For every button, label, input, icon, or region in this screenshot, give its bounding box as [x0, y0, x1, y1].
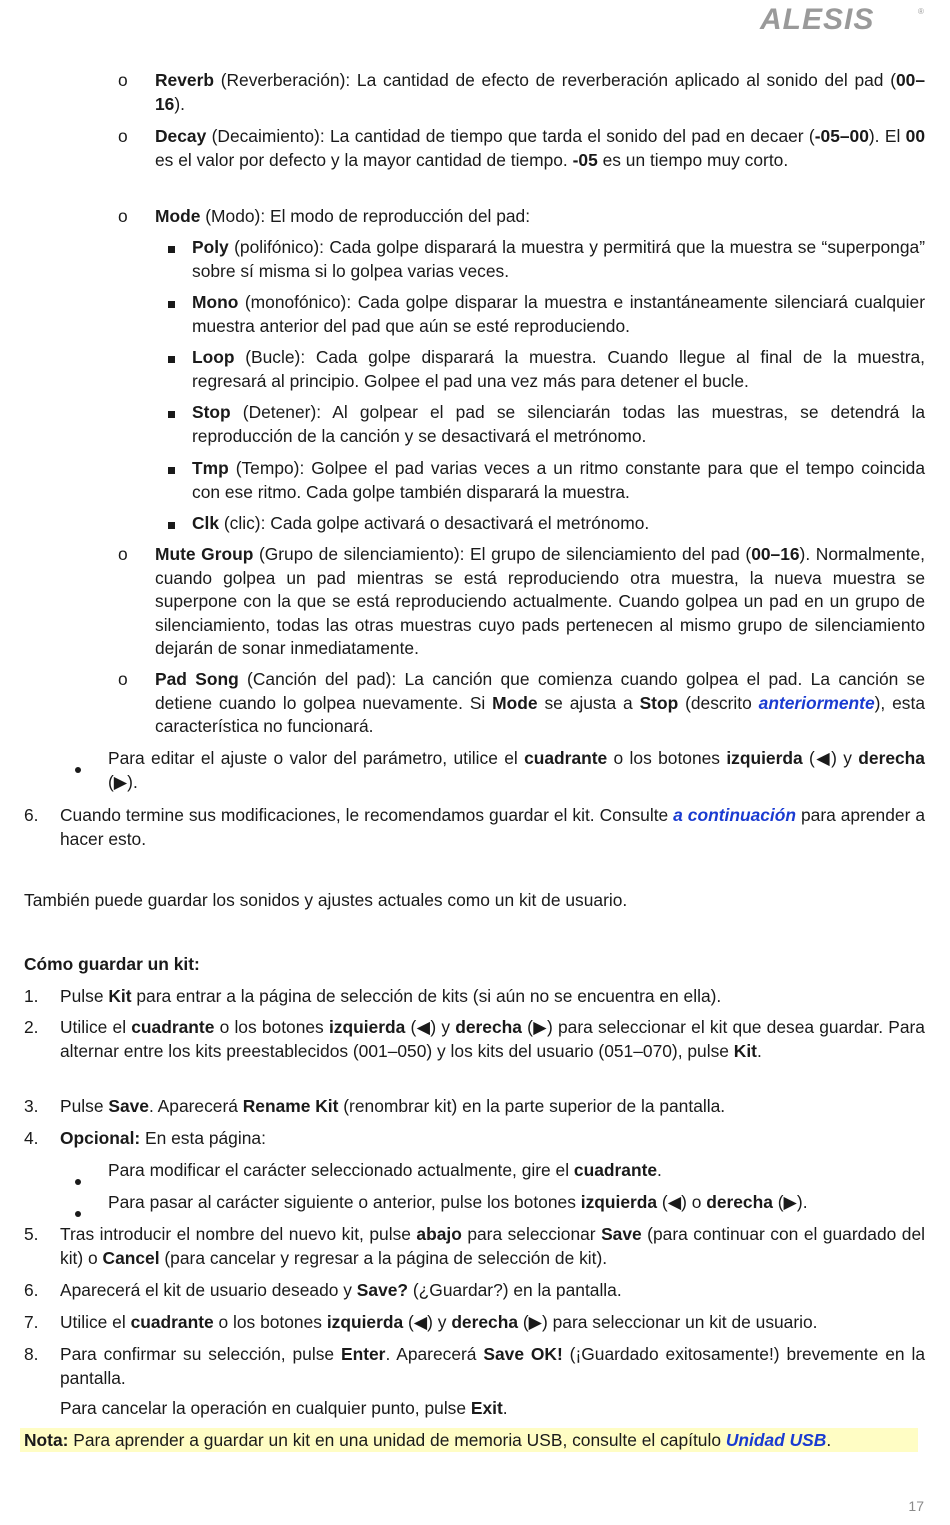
mute-group-item: Mute Group (Grupo de silenciamiento): El grupo de silenciamiento del pad (00–16). Normalmente, cuando golpea un pad mientras se está reproduciendo otra muestra, la nueva muestra se superpone con la que se está reproduciendo actualmente. Cuando golpea un pad en un grupo de silenciamiento, todas las otras muestras cuyo pads pertenecen al mismo grupo de silenciamiento dejarán de sonar inmediatamente.: [155, 544, 925, 658]
square-bullet-icon: [168, 401, 175, 425]
decay-marker: o: [118, 126, 128, 146]
mode-item: Mode (Modo): El modo de reproducción del pad:: [155, 206, 531, 226]
save-step-4b: Para pasar al carácter siguiente o anterior, pulse los botones izquierda (◀) o derecha (▶).: [108, 1192, 808, 1212]
reverb-item: Reverb (Reverberación): La cantidad de efecto de reverberación aplicado al sonido del pad (00–16).: [155, 70, 925, 114]
link-unidad-usb[interactable]: Unidad USB: [725, 1430, 827, 1450]
save-step-8-cancel: Para cancelar la operación en cualquier punto, pulse Exit.: [60, 1398, 508, 1418]
mode-stop: Stop (Detener): Al golpear el pad se silenciarán todas las muestras, se detendrá la reproducción de la canción y se desactivará el metrónomo.: [192, 402, 925, 446]
save-step-1: Pulse Kit para entrar a la página de selección de kits (si aún no se encuentra en ella).: [60, 986, 722, 1006]
round-bullet-icon: [75, 1168, 81, 1192]
save-step-4: Opcional: En esta página:: [60, 1128, 266, 1148]
save-step-5-number: 5.: [24, 1224, 39, 1244]
svg-text:®: ®: [918, 7, 924, 16]
square-bullet-icon: [168, 291, 175, 315]
square-bullet-icon: [168, 346, 175, 370]
save-step-7: Utilice el cuadrante o los botones izquierda (◀) y derecha (▶) para seleccionar un kit de usuario.: [60, 1312, 818, 1332]
reverb-marker: o: [118, 70, 128, 90]
save-step-4-number: 4.: [24, 1128, 39, 1148]
svg-text:ALESIS: ALESIS: [760, 4, 875, 32]
square-bullet-icon: [168, 236, 175, 260]
edit-instruction: Para editar el ajuste o valor del parámetro, utilice el cuadrante o los botones izquierda (◀) y derecha (▶).: [108, 748, 925, 792]
save-step-8-number: 8.: [24, 1344, 39, 1364]
pad-song-marker: o: [118, 669, 128, 689]
mode-loop: Loop (Bucle): Cada golpe disparará la muestra. Cuando llegue al final de la muestra, regresará al principio. Golpee el pad una vez más para detener el bucle.: [192, 347, 925, 391]
mode-clk: Clk (clic): Cada golpe activará o desactivará el metrónomo.: [192, 513, 650, 533]
intro-paragraph: También puede guardar los sonidos y ajustes actuales como un kit de usuario.: [24, 890, 628, 910]
step-6: Cuando termine sus modificaciones, le recomendamos guardar el kit. Consulte a continuación para aprender a hacer esto.: [60, 805, 925, 849]
mode-tmp: Tmp (Tempo): Golpee el pad varias veces a un ritmo constante para que el tempo coincida con ese ritmo. Cada golpe también disparará la muestra.: [192, 458, 925, 502]
round-bullet-icon: [75, 756, 81, 780]
save-step-3-number: 3.: [24, 1096, 39, 1116]
save-step-2-number: 2.: [24, 1017, 39, 1037]
save-step-7-number: 7.: [24, 1312, 39, 1332]
link-anteriormente[interactable]: anteriormente: [758, 692, 875, 713]
mode-marker: o: [118, 206, 128, 226]
save-step-2: Utilice el cuadrante o los botones izquierda (◀) y derecha (▶) para seleccionar el kit que desea guardar. Para alternar entre los kits preestablecidos (001–050) y los kits del usuario (051–070), pulse Kit.: [60, 1017, 925, 1061]
save-step-5: Tras introducir el nombre del nuevo kit, pulse abajo para seleccionar Save (para continuar con el guardado del kit) o Cancel (para cancelar y regresar a la página de selección de kit).: [60, 1224, 926, 1268]
mode-poly: Poly (polifónico): Cada golpe disparará la muestra y permitirá que la muestra se “superponga” sobre sí misma si lo golpea varias veces.: [192, 237, 925, 281]
pad-song-item: Pad Song (Canción del pad): La canción que comienza cuando golpea el pad. La canción se detiene cuando lo golpea nuevamente. Si Mode se ajusta a Stop (descrito anteriormente), esta característica no funcionará.: [155, 669, 925, 736]
save-step-6-number: 6.: [24, 1280, 39, 1300]
mode-mono: Mono (monofónico): Cada golpe disparar la muestra e instantáneamente silenciará cualquier muestra anterior del pad que aún se esté reproduciendo.: [192, 292, 925, 336]
decay-item: Decay (Decaimiento): La cantidad de tiempo que tarda el sonido del pad en decaer (-05–00). El 00 es el valor por defecto y la mayor cantidad de tiempo. -05 es un tiempo muy corto.: [155, 126, 926, 170]
save-step-8: Para confirmar su selección, pulse Enter. Aparecerá Save OK! (¡Guardado exitosamente!) brevemente en la pantalla.: [60, 1344, 925, 1388]
save-step-4a: Para modificar el carácter seleccionado actualmente, gire el cuadrante.: [108, 1160, 662, 1180]
square-bullet-icon: [168, 457, 175, 481]
save-step-6: Aparecerá el kit de usuario deseado y Save? (¿Guardar?) en la pantalla.: [60, 1280, 622, 1300]
step-6-number: 6.: [24, 805, 39, 825]
save-step-3: Pulse Save. Aparecerá Rename Kit (renombrar kit) en la parte superior de la pantalla.: [60, 1096, 726, 1116]
link-a-continuacion[interactable]: a continuación: [673, 805, 797, 825]
square-bullet-icon: [168, 512, 175, 536]
section-heading: Cómo guardar un kit:: [24, 954, 200, 974]
page-number: 17: [908, 1498, 924, 1514]
alesis-logo-wordmark: [758, 4, 928, 32]
note-box: Nota: Para aprender a guardar un kit en una unidad de memoria USB, consulte el capítulo Unidad USB.: [20, 1428, 918, 1452]
alesis-logo: [758, 4, 928, 39]
mute-group-marker: o: [118, 544, 128, 564]
save-step-1-number: 1.: [24, 986, 39, 1006]
round-bullet-icon: [75, 1200, 81, 1224]
